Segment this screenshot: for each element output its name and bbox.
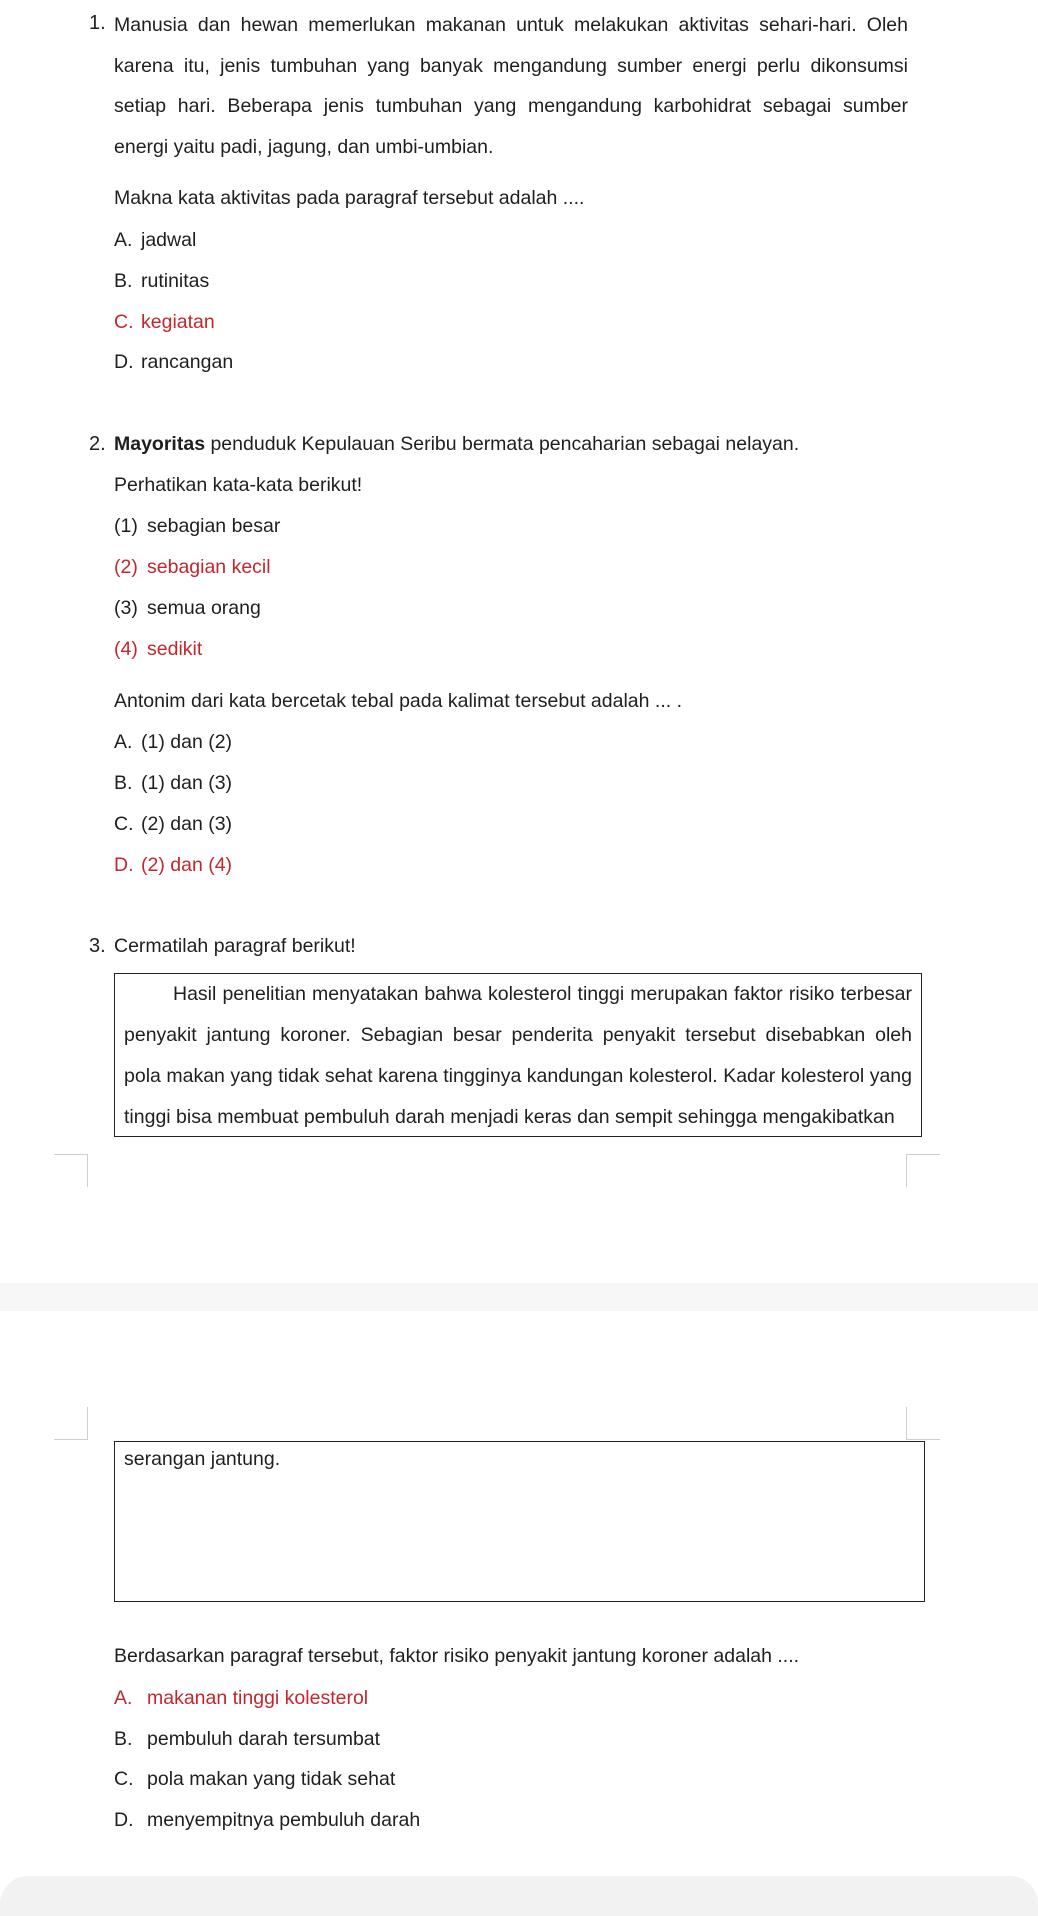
q2-instruction: Perhatikan kata-kata berikut! — [114, 474, 363, 496]
q2-bold-word: Mayoritas — [114, 433, 206, 455]
crop-mark-top-left — [54, 1154, 88, 1187]
q2-option-d[interactable]: D. (2) dan (4) — [114, 854, 233, 876]
q2-question: Antonim dari kata bercetak tebal pada kalimat tersebut adalah ... . — [114, 690, 682, 712]
bottom-bar — [0, 1876, 1038, 1916]
q3-paragraph-box-part1 — [114, 973, 922, 1137]
q1-option-d[interactable]: D. rancangan — [114, 351, 234, 373]
q3-option-c[interactable]: C. pola makan yang tidak sehat — [114, 1768, 396, 1790]
q3-paragraph-box-part2 — [114, 1441, 925, 1602]
q3-option-a[interactable]: A. makanan tinggi kolesterol — [114, 1687, 369, 1709]
q2-option-b[interactable]: B. (1) dan (3) — [114, 772, 233, 794]
q1-number: 1. — [89, 12, 106, 34]
q3-instruction: Cermatilah paragraf berikut! — [114, 935, 356, 957]
q1-option-a[interactable]: A. jadwal — [114, 229, 197, 251]
q2-item-1: (1) sebagian besar — [114, 515, 281, 537]
q1-option-b[interactable]: B. rutinitas — [114, 270, 210, 292]
crop-mark-bottom-right — [906, 1407, 940, 1440]
q2-item-4: (4) sedikit — [114, 638, 203, 660]
q2-item-3: (3) semua orang — [114, 597, 261, 619]
q2-sentence: Mayoritas penduduk Kepulauan Seribu bermata pencaharian sebagai nelayan. — [114, 433, 800, 455]
q2-option-c[interactable]: C. (2) dan (3) — [114, 813, 233, 835]
q3-question: Berdasarkan paragraf tersebut, faktor risiko penyakit jantung koroner adalah .... — [114, 1645, 800, 1667]
q3-paragraph-text-part1: Hasil penelitian menyatakan bahwa kolesterol tinggi merupakan faktor risiko terbesar penyakit jantung koroner. Sebagian besar penderita penyakit tersebut disebabkan oleh pola makan yang tidak sehat karena tingginya kandungan kolesterol. Kadar kolesterol yang tinggi bisa membuat pembuluh darah menjadi keras dan sempit sehingga mengakibatkan — [124, 983, 912, 1128]
q3-option-d[interactable]: D. menyempitnya pembuluh darah — [114, 1809, 421, 1831]
q2-option-a[interactable]: A. (1) dan (2) — [114, 731, 233, 753]
q3-option-b[interactable]: B. pembuluh darah tersumbat — [114, 1728, 381, 1750]
q2-number: 2. — [89, 433, 106, 455]
crop-mark-top-right — [906, 1154, 940, 1187]
q3-paragraph-text-part2: serangan jantung. — [124, 1448, 281, 1470]
page-gap — [0, 1283, 1038, 1311]
q1-question: Makna kata aktivitas pada paragraf tersebut adalah .... — [114, 187, 585, 209]
crop-mark-bottom-left — [54, 1407, 88, 1440]
q1-option-c[interactable]: C. kegiatan — [114, 311, 215, 333]
q2-item-2: (2) sebagian kecil — [114, 556, 271, 578]
q3-number: 3. — [89, 935, 106, 957]
q1-paragraph: Manusia dan hewan memerlukan makanan untuk melakukan aktivitas sehari-hari. Oleh karena itu, jenis tumbuhan yang banyak mengandung sumber energi perlu dikonsumsi setiap hari. Beberapa jenis tumbuhan yang mengandung karbohidrat sebagai sumber energi yaitu padi, jagung, dan umbi-umbian. — [114, 14, 908, 158]
